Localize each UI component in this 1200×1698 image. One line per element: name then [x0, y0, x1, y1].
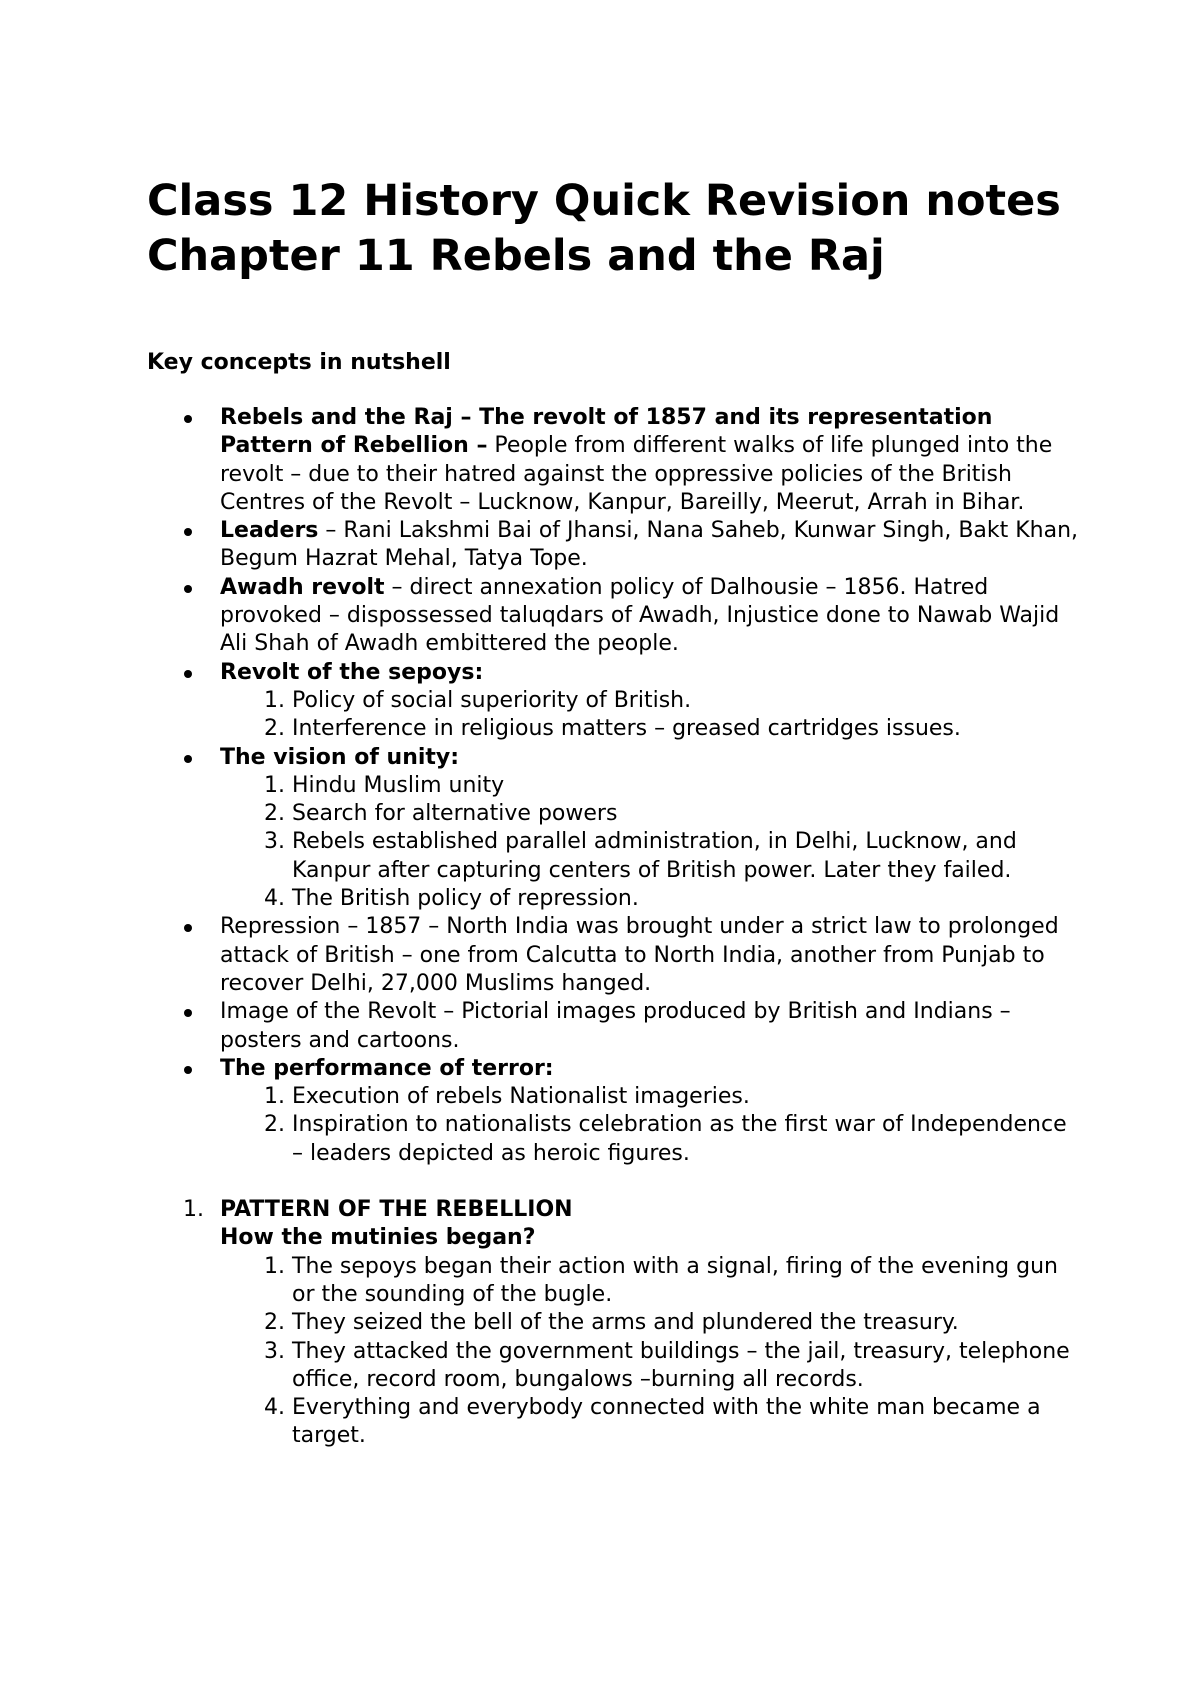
item-text: – Rani Lakshmi Bai of Jhansi, Nana Saheb, Kunwar Singh, Bakt Khan, Begum Hazrat Mehal, Tatya Tope. — [220, 518, 1079, 572]
sublist-item-text: Policy of social superiority of British. — [292, 687, 692, 713]
sublist-item-text: They attacked the government buildings – the jail, treasury, telephone office, record room, bungalows –burning all records. — [292, 1338, 1070, 1392]
sublist-item: 4. Everything and everybody connected with the white man became a target. — [264, 1395, 1041, 1449]
pattern-of-rebellion-section — [0, 1196, 1080, 1451]
item-text: Image of the Revolt – Pictorial images produced by British and Indians – posters and cartoons. — [220, 999, 1011, 1053]
list-item — [0, 517, 1080, 574]
notes-content — [0, 404, 1200, 1451]
numbered-sublist — [220, 1083, 1080, 1168]
list-item — [0, 574, 1080, 659]
sublist-item: 2. They seized the bell of the arms and plundered the treasury. — [264, 1310, 959, 1336]
bullet-icon — [184, 670, 192, 678]
sublist-item-text: Hindu Muslim unity — [292, 772, 505, 798]
bullet-icon — [184, 924, 192, 932]
sublist-item: 1. The sepoys began their action with a signal, firing of the evening gun or the sounding of the bugle. — [264, 1253, 1058, 1307]
sublist-item-text: Interference in religious matters – greased cartridges issues. — [292, 716, 961, 742]
section-subheading: How the mutinies began? — [220, 1225, 536, 1251]
sublist-item: 2. Interference in religious matters – greased cartridges issues. — [264, 716, 961, 742]
sublist-item-text: Everything and everybody connected with the white man became a target. — [292, 1395, 1041, 1449]
numbered-sublist — [220, 772, 1080, 913]
item-bold-text: Leaders — [220, 518, 319, 544]
sublist-item: 1. Execution of rebels Nationalist imageries. — [264, 1084, 750, 1110]
bullet-icon — [184, 415, 192, 423]
sublist-item-text: They seized the bell of the arms and plundered the treasury. — [292, 1310, 959, 1336]
page-title: Class 12 History Quick Revision notes Chapter 11 Rebels and the Raj — [147, 176, 1061, 281]
sublist-item: 4. The British policy of repression. — [264, 886, 639, 912]
bullet-icon — [184, 585, 192, 593]
item-bold-text: Rebels and the Raj – The revolt of 1857 and its representation Pattern of Rebellion – — [220, 405, 993, 459]
sublist-item-text: The sepoys began their action with a signal, firing of the evening gun or the sounding of the bugle. — [292, 1253, 1058, 1307]
key-concepts-list — [0, 404, 1200, 1168]
sublist-item: 2. Inspiration to nationalists celebration as the first war of Independence – leaders depicted as heroic figures. — [264, 1112, 1067, 1166]
item-text: People from different walks of life plunged into the revolt – due to their hatred against the oppressive policies of the British Centres of the Revolt – Lucknow, Kanpur, Bareilly, Meerut, Arrah in Bihar. — [220, 433, 1053, 515]
sublist-item: 3. They attacked the government buildings – the jail, treasury, telephone office, record room, bungalows –burning all records. — [264, 1338, 1070, 1392]
item-bold-text: The performance of terror: — [220, 1055, 554, 1081]
sublist-item: 1. Hindu Muslim unity — [264, 772, 505, 798]
item-text: Repression – 1857 – North India was brought under a strict law to prolonged attack of British – one from Calcutta to North India, another from Punjab to recover Delhi, 27,000 Muslims hanged. — [220, 914, 1059, 996]
item-bold-text: The vision of unity: — [220, 744, 460, 770]
list-item — [0, 744, 1080, 914]
sublist-item-text: Inspiration to nationalists celebration as the first war of Independence – leaders depicted as heroic figures. — [292, 1112, 1067, 1166]
bullet-icon — [184, 755, 192, 763]
section-heading: PATTERN OF THE REBELLION — [220, 1197, 573, 1223]
list-item — [0, 404, 1080, 517]
sublist-item-text: The British policy of repression. — [292, 886, 639, 912]
sublist-item-text: Search for alternative powers — [292, 801, 618, 827]
sublist-item: 1. Policy of social superiority of British. — [264, 687, 692, 713]
bullet-icon — [184, 1066, 192, 1074]
list-item — [0, 1055, 1080, 1168]
sublist-item-text: Rebels established parallel administration, in Delhi, Lucknow, and Kanpur after capturing centers of British power. Later they failed. — [292, 829, 1017, 883]
bullet-icon — [184, 1009, 192, 1017]
section-subtitle: Key concepts in nutshell — [147, 350, 451, 375]
numbered-sublist — [220, 1253, 1080, 1451]
section-number: 1. — [183, 1197, 204, 1223]
sublist-item: 3. Rebels established parallel administration, in Delhi, Lucknow, and Kanpur after capturing centers of British power. Later they failed. — [264, 829, 1017, 883]
bullet-icon — [184, 528, 192, 536]
item-bold-text: Revolt of the sepoys: — [220, 659, 484, 685]
sublist-item-text: Execution of rebels Nationalist imageries. — [292, 1084, 750, 1110]
numbered-sublist — [220, 687, 1080, 744]
item-bold-text: Awadh revolt — [220, 574, 385, 600]
list-item — [0, 659, 1080, 744]
sublist-item: 2. Search for alternative powers — [264, 801, 618, 827]
list-item — [0, 913, 1080, 998]
list-item — [0, 998, 1080, 1055]
item-text: – direct annexation policy of Dalhousie – 1856. Hatred provoked – dispossessed taluqdars of Awadh, Injustice done to Nawab Wajid Ali Shah of Awadh embittered the people. — [220, 574, 1060, 657]
